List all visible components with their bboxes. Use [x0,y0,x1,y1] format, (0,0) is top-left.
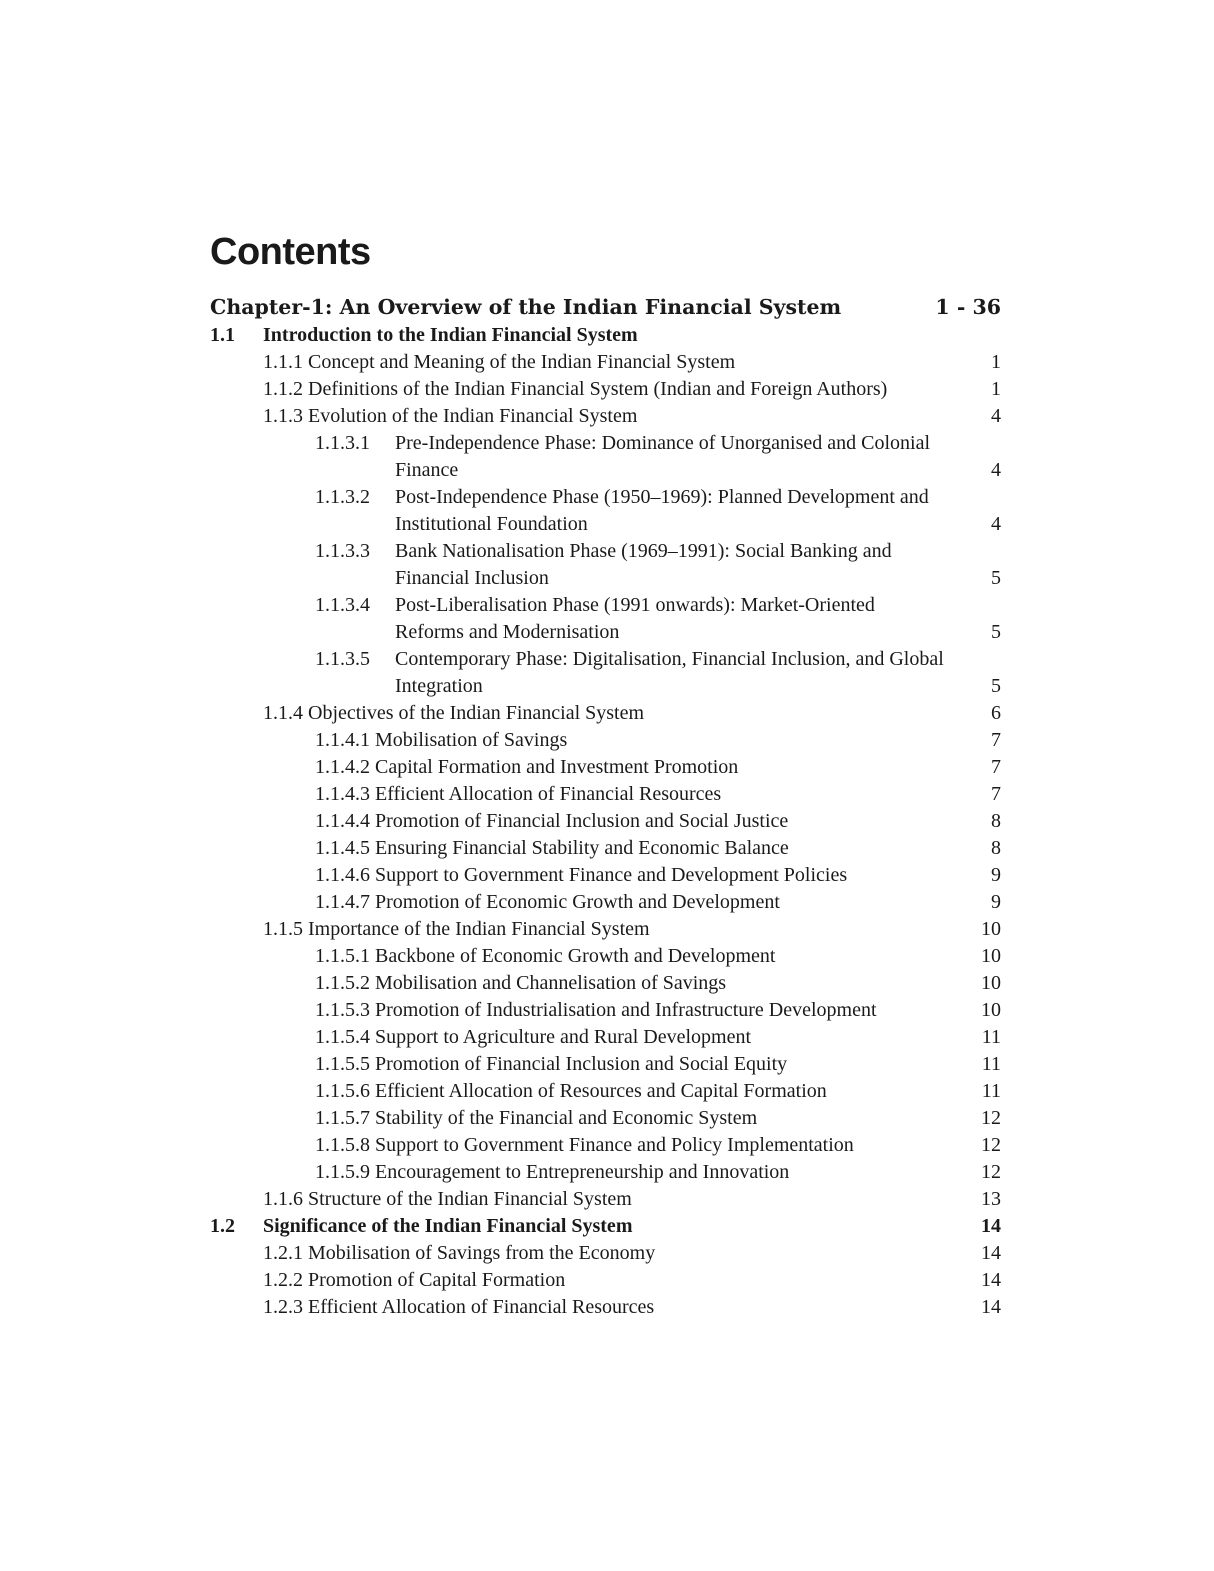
toc-entry[interactable] [210,484,1001,538]
toc-entry-title: Contemporary Phase: Digitalisation, Financial Inclusion, and Global [395,648,944,670]
toc-entry-title: 1.1.5.5 Promotion of Financial Inclusion and Social Equity [315,1053,788,1075]
toc-entry-page-number: 4 [991,405,1001,427]
toc-entry-title: 1.1.1 Concept and Meaning of the Indian Financial System [263,351,736,373]
toc-entry[interactable] [210,970,1001,997]
page-title: Contents [210,231,371,273]
chapter-page-range: 1 - 36 [935,295,1001,319]
toc-entry-page-number: 11 [981,1053,1001,1075]
toc-entry-page-number: 12 [981,1134,1001,1156]
toc-entry[interactable] [210,403,1001,430]
toc-entry[interactable] [210,430,1001,484]
toc-entry[interactable] [210,997,1001,1024]
toc-entry[interactable] [210,1105,1001,1132]
toc-entry-number: 1.1.3.4 [315,594,370,616]
toc-entry-title: 1.1.6 Structure of the Indian Financial System [263,1188,632,1210]
toc-entry-page-number: 10 [981,945,1001,967]
toc-entry-number: 1.1.3.1 [315,432,370,454]
toc-entry-page-number: 14 [981,1242,1001,1264]
toc-entry[interactable] [210,754,1001,781]
toc-entry[interactable] [210,1051,1001,1078]
toc-entry[interactable] [210,322,1001,349]
toc-entry[interactable] [210,943,1001,970]
toc-entry-title: 1.1.2 Definitions of the Indian Financial System (Indian and Foreign Authors) [263,378,888,400]
toc-entry-page-number: 13 [981,1188,1001,1210]
toc-entry-title: Bank Nationalisation Phase (1969–1991): Social Banking and [395,540,892,562]
toc-entry-title: 1.2.3 Efficient Allocation of Financial Resources [263,1296,655,1318]
toc-entry-title: 1.1.5.1 Backbone of Economic Growth and Development [315,945,776,967]
toc-entry-page-number: 4 [991,459,1001,481]
toc-entry-title: 1.1.4.2 Capital Formation and Investment Promotion [315,756,739,778]
toc-entry[interactable] [210,727,1001,754]
toc-entry-title: Post-Liberalisation Phase (1991 onwards): Market-Oriented [395,594,875,616]
toc-entry[interactable] [210,1186,1001,1213]
toc-entry-number: 1.1.3.3 [315,540,370,562]
toc-entry[interactable] [210,916,1001,943]
toc-entry-title: 1.1.4.6 Support to Government Finance and Development Policies [315,864,848,886]
toc-entry-title: 1.1.4.1 Mobilisation of Savings [315,729,568,751]
toc-entry-page-number: 10 [981,999,1001,1021]
toc-entry-page-number: 5 [991,675,1001,697]
toc-entry[interactable] [210,700,1001,727]
toc-entry-title: 1.2.2 Promotion of Capital Formation [263,1269,566,1291]
toc-entry-page-number: 6 [991,702,1001,724]
toc-entry-page-number: 7 [991,756,1001,778]
toc-entry-page-number: 5 [991,567,1001,589]
toc-entry-title: Post-Independence Phase (1950–1969): Planned Development and [395,486,929,508]
toc-entry-title: 1.1.4.4 Promotion of Financial Inclusion and Social Justice [315,810,789,832]
toc-entry-title: 1.1.5 Importance of the Indian Financial System [263,918,650,940]
toc-entry-number: 1.1 [210,324,235,346]
toc-entry-page-number: 11 [981,1026,1001,1048]
toc-entry-page-number: 4 [991,513,1001,535]
toc-entry-page-number: 14 [981,1296,1001,1318]
toc-entry[interactable] [210,1078,1001,1105]
toc-entry[interactable] [210,1213,1001,1240]
toc-entry[interactable] [210,1267,1001,1294]
toc-entry-page-number: 14 [981,1269,1001,1291]
toc-entry-title-continuation: Financial Inclusion [395,567,549,589]
toc-entry-title: 1.1.4.3 Efficient Allocation of Financial Resources [315,783,722,805]
toc-entry-title: 1.1.5.3 Promotion of Industrialisation and Infrastructure Development [315,999,877,1021]
toc-entry[interactable] [210,862,1001,889]
toc-entry-title: 1.1.4 Objectives of the Indian Financial System [263,702,645,724]
toc-entry-number: 1.2 [210,1215,235,1237]
toc-entry-title: 1.1.4.5 Ensuring Financial Stability and Economic Balance [315,837,789,859]
toc-entry-title: 1.1.5.4 Support to Agriculture and Rural Development [315,1026,752,1048]
toc-entry-title: 1.1.5.6 Efficient Allocation of Resources and Capital Formation [315,1080,827,1102]
toc-entry-page-number: 14 [981,1215,1001,1237]
toc-entry-page-number: 11 [981,1080,1001,1102]
toc-entry-title: 1.1.3 Evolution of the Indian Financial System [263,405,638,427]
chapter-title: Chapter-1: An Overview of the Indian Financial System [210,295,842,319]
toc-entry-title: 1.1.5.7 Stability of the Financial and Economic System [315,1107,758,1129]
toc-entry-number: 1.1.3.5 [315,648,370,670]
toc-entry-page-number: 10 [981,972,1001,994]
toc-entry-page-number: 12 [981,1161,1001,1183]
chapter-heading[interactable] [210,292,1001,322]
toc-entry[interactable] [210,1294,1001,1321]
toc-entry[interactable] [210,835,1001,862]
toc-entry[interactable] [210,376,1001,403]
toc-entry-page-number: 9 [991,864,1001,886]
toc-entry[interactable] [210,1240,1001,1267]
toc-entry[interactable] [210,1159,1001,1186]
toc-entry-page-number: 5 [991,621,1001,643]
toc-entry-title-continuation: Integration [395,675,483,697]
toc-entry[interactable] [210,1024,1001,1051]
toc-entry[interactable] [210,808,1001,835]
toc-entry-title-continuation: Finance [395,459,459,481]
toc-entry-title: 1.1.5.9 Encouragement to Entrepreneurship and Innovation [315,1161,790,1183]
toc-entry-title-continuation: Institutional Foundation [395,513,588,535]
toc-entry[interactable] [210,781,1001,808]
toc-entry-page-number: 12 [981,1107,1001,1129]
toc-entry-title: 1.1.5.8 Support to Government Finance and Policy Implementation [315,1134,854,1156]
toc-entry-number: 1.1.3.2 [315,486,370,508]
toc-entry[interactable] [210,889,1001,916]
toc-entry[interactable] [210,1132,1001,1159]
toc-entry-title: 1.1.5.2 Mobilisation and Channelisation of Savings [315,972,727,994]
toc-entry-title: 1.2.1 Mobilisation of Savings from the Economy [263,1242,656,1264]
toc-entry-title: Pre-Independence Phase: Dominance of Unorganised and Colonial [395,432,931,454]
toc-entry-title: Introduction to the Indian Financial System [263,324,638,346]
toc-entry-page-number: 10 [981,918,1001,940]
toc-entry[interactable] [210,349,1001,376]
toc-entry-page-number: 1 [991,351,1001,373]
toc-entry-title-continuation: Reforms and Modernisation [395,621,620,643]
toc-entry-page-number: 1 [991,378,1001,400]
toc-entry-page-number: 7 [991,783,1001,805]
toc-entry-page-number: 9 [991,891,1001,913]
table-of-contents [210,322,1001,1321]
toc-entry[interactable] [210,646,1001,700]
toc-entry[interactable] [210,592,1001,646]
toc-entry-title: 1.1.4.7 Promotion of Economic Growth and Development [315,891,780,913]
toc-entry-page-number: 7 [991,729,1001,751]
toc-entry[interactable] [210,538,1001,592]
toc-entry-page-number: 8 [991,837,1001,859]
toc-entry-title: Significance of the Indian Financial System [263,1215,633,1237]
toc-entry-page-number: 8 [991,810,1001,832]
